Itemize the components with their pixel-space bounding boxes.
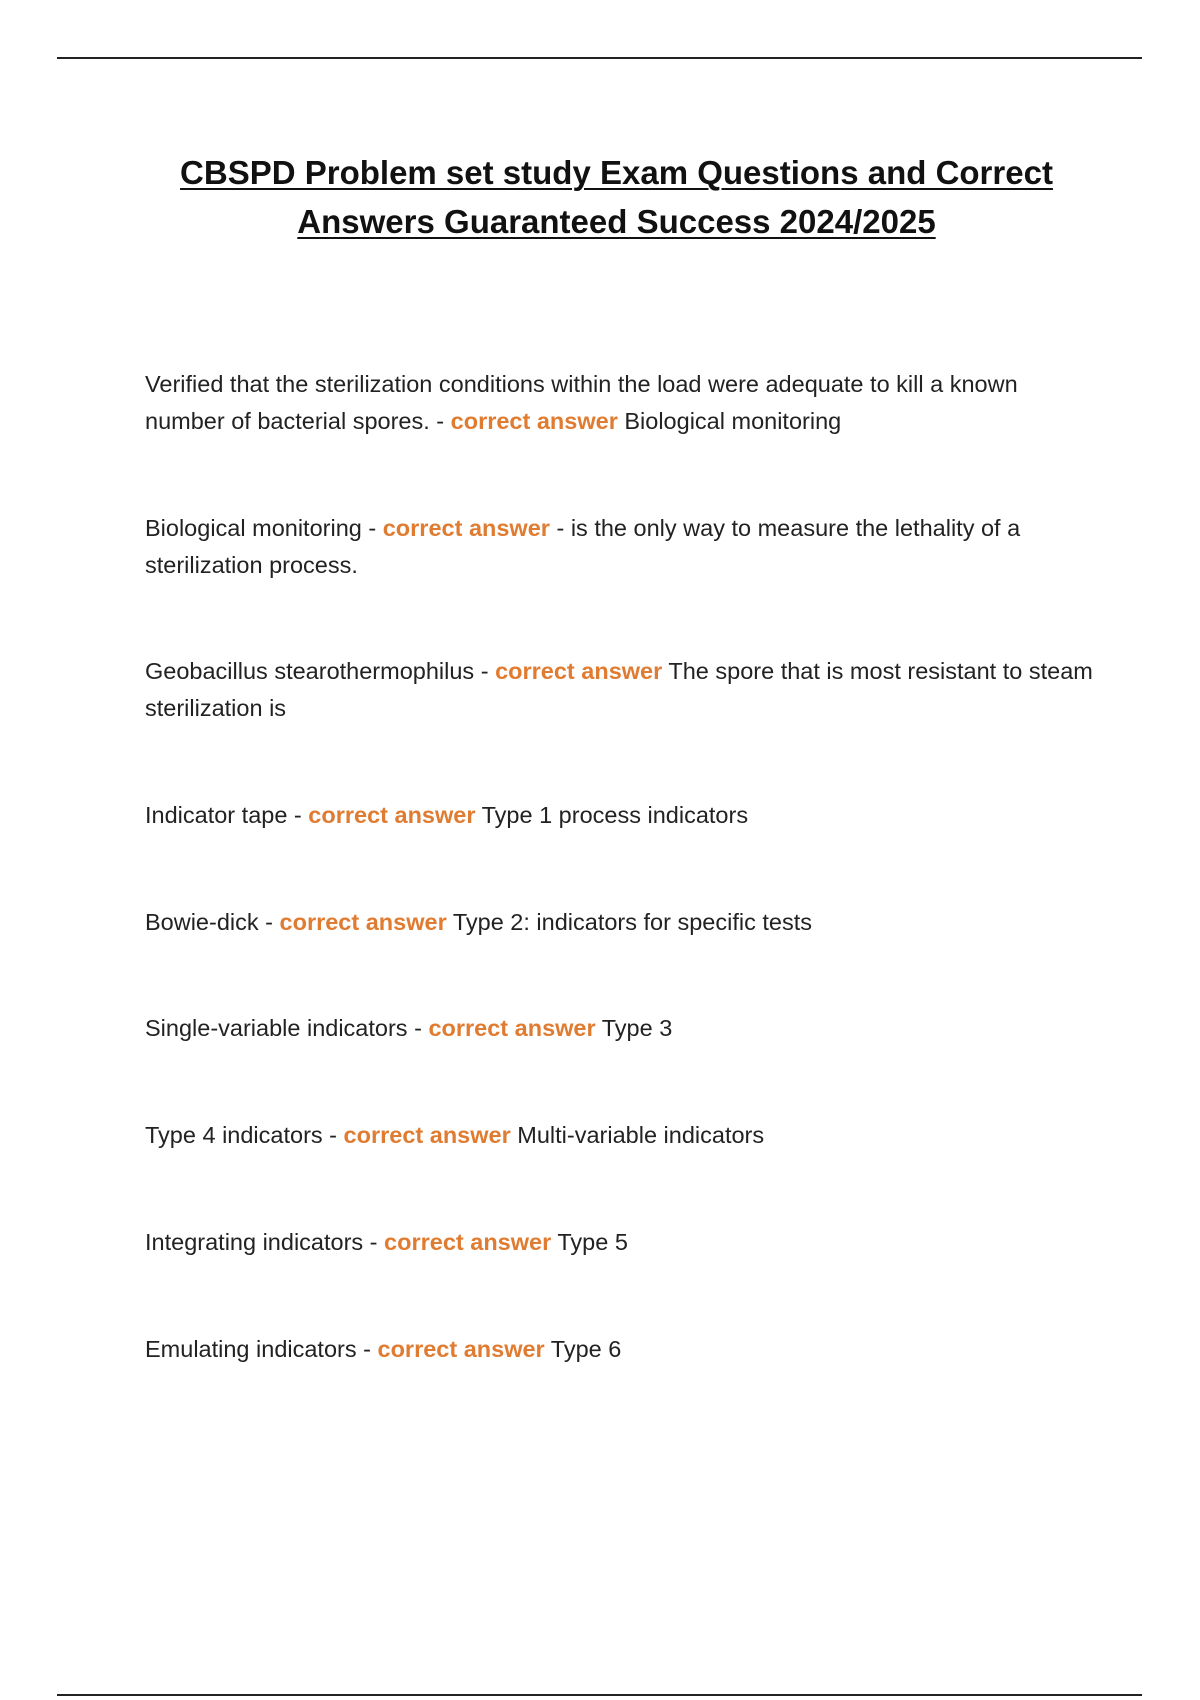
qa-question: Verified that the sterilization conditions within the load were adequate to kill a known number of bacterial spores. - xyxy=(145,371,1018,434)
qa-item xyxy=(145,1117,1095,1154)
correct-answer-label: correct answer xyxy=(384,1229,552,1255)
qa-question: Single-variable indicators - xyxy=(145,1015,429,1041)
qa-answer: Multi-variable indicators xyxy=(510,1122,765,1148)
qa-answer: Biological monitoring xyxy=(617,408,842,434)
qa-item xyxy=(145,797,1095,834)
qa-answer: Type 1 process indicators xyxy=(475,802,749,828)
top-rule xyxy=(57,57,1142,59)
title-line-2: Answers Guaranteed Success 2024/2025 xyxy=(297,203,936,240)
qa-question: Bowie-dick - xyxy=(145,909,280,935)
correct-answer-label: correct answer xyxy=(308,802,476,828)
qa-item xyxy=(145,1224,1095,1261)
qa-item xyxy=(145,1331,1095,1368)
qa-answer: Type 6 xyxy=(544,1336,622,1362)
qa-answer: Type 3 xyxy=(595,1015,673,1041)
qa-question: Emulating indicators - xyxy=(145,1336,378,1362)
qa-item xyxy=(145,653,1095,727)
qa-item xyxy=(145,510,1095,584)
qa-question: Geobacillus stearothermophilus - xyxy=(145,658,496,684)
bottom-rule xyxy=(57,1694,1142,1696)
qa-question: Indicator tape - xyxy=(145,802,309,828)
qa-answer: Type 2: indicators for specific tests xyxy=(446,909,813,935)
correct-answer-label: correct answer xyxy=(382,515,550,541)
correct-answer-label: correct answer xyxy=(377,1336,545,1362)
qa-item xyxy=(145,904,1095,941)
qa-answer: - is the only way to measure the lethality of a sterilization process. xyxy=(145,515,1021,578)
qa-item xyxy=(145,366,1095,440)
qa-question: Biological monitoring - xyxy=(145,515,383,541)
qa-answer: Type 5 xyxy=(551,1229,628,1255)
correct-answer-label: correct answer xyxy=(343,1122,511,1148)
correct-answer-label: correct answer xyxy=(495,658,663,684)
qa-item xyxy=(145,1010,1095,1047)
qa-question: Integrating indicators - xyxy=(145,1229,385,1255)
qa-question: Type 4 indicators - xyxy=(145,1122,344,1148)
document-title xyxy=(100,148,1133,246)
correct-answer-label: correct answer xyxy=(279,909,447,935)
correct-answer-label: correct answer xyxy=(428,1015,596,1041)
title-line-1: CBSPD Problem set study Exam Questions and Correct xyxy=(180,154,1053,191)
qa-answer: The spore that is most resistant to steam sterilization is xyxy=(145,658,1093,721)
correct-answer-label: correct answer xyxy=(450,408,618,434)
